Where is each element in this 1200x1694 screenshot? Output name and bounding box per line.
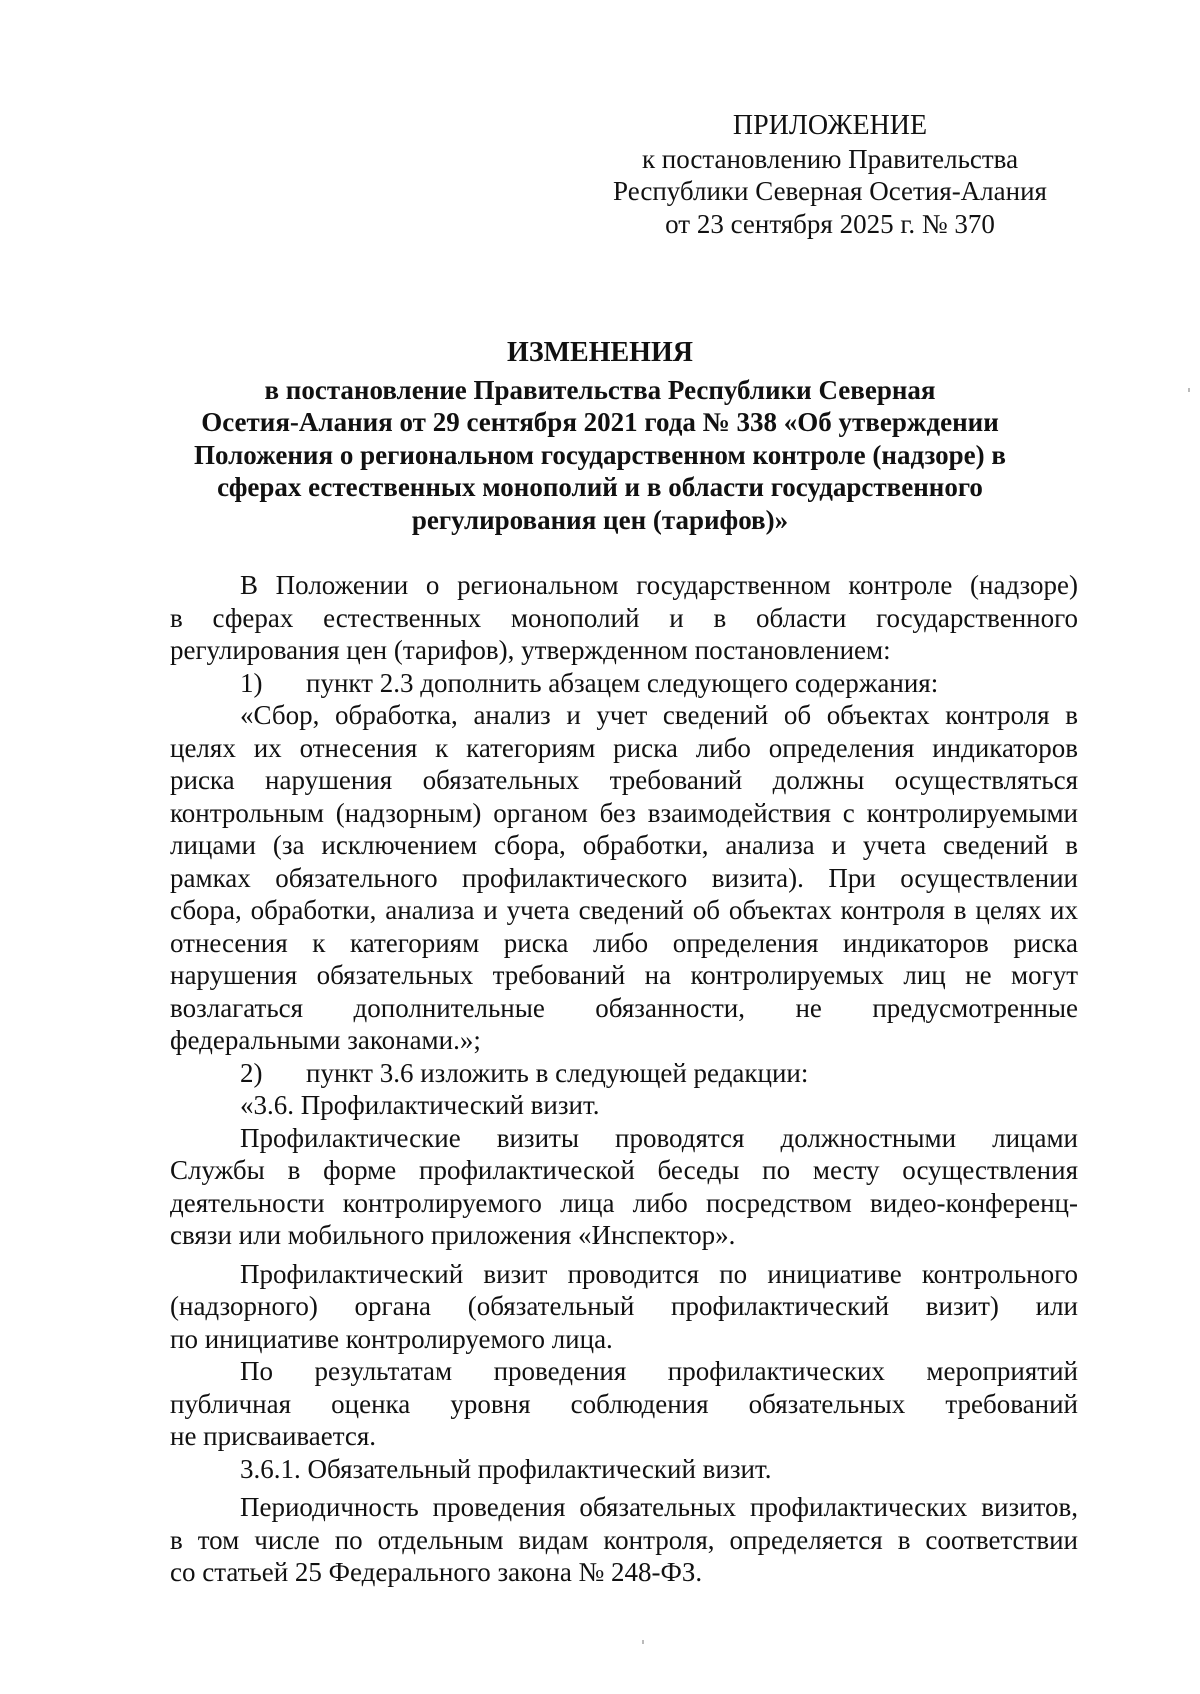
body-line: федеральными законами.»; xyxy=(170,1025,481,1055)
body-line: связи или мобильного приложения «Инспектор». xyxy=(170,1220,736,1250)
body-line: 3.6.1. Обязательный профилактический визит. xyxy=(240,1453,772,1484)
title-line: Положения о региональном государственном контроле (надзоре) в xyxy=(194,439,1006,470)
list-item-2 xyxy=(170,1057,1078,1090)
body-line: рамках обязательного профилактического визита). При осуществлении xyxy=(170,862,1078,893)
document-title xyxy=(160,337,1040,536)
list-item-text: пункт 2.3 дополнить абзацем следующего содержания: xyxy=(306,667,939,698)
body-line: нарушения обязательных требований на контролируемых лиц не могут xyxy=(170,960,1078,990)
appendix-line: к постановлению Правительства xyxy=(641,143,1019,174)
list-item-text: пункт 3.6 изложить в следующей редакции: xyxy=(306,1057,809,1088)
body-line: целях их отнесения к категориям риска либо определения индикаторов xyxy=(170,732,1078,763)
body-line: В Положении о региональном государственном контроле (надзоре) xyxy=(240,570,1078,600)
body-line: «Сбор, обработка, анализ и учет сведений об объектах контроля в xyxy=(240,700,1078,730)
body-line: публичная оценка уровня соблюдения обязательных требований xyxy=(170,1388,1078,1419)
body-line: риска нарушения обязательных требований должны осуществляться xyxy=(170,765,1078,795)
body-line: регулирования цен (тарифов), утвержденном постановлением: xyxy=(170,635,891,665)
body-line: (надзорного) органа (обязательный профилактический визит) или xyxy=(170,1291,1078,1321)
body-line: деятельности контролируемого лица либо посредством видео-конференц- xyxy=(170,1187,1078,1218)
body-line: Профилактический визит проводится по инициативе контрольного xyxy=(240,1258,1078,1289)
document-body xyxy=(170,569,1078,1589)
appendix-heading: ПРИЛОЖЕНИЕ xyxy=(732,110,928,141)
title-line: в постановление Правительства Республики Северная xyxy=(264,374,936,405)
title-line: сферах естественных монополий и в области государственного xyxy=(217,472,983,502)
title-main: ИЗМЕНЕНИЯ xyxy=(507,337,693,368)
body-line: лицами (за исключением сбора, обработки, анализа и учета сведений в xyxy=(170,830,1078,860)
body-line: не присваивается. xyxy=(170,1421,377,1451)
body-line: Службы в форме профилактической беседы по месту осуществления xyxy=(170,1155,1078,1185)
body-line: Периодичность проведения обязательных профилактических визитов, xyxy=(240,1492,1078,1522)
appendix-line: Республики Северная Осетия-Алания xyxy=(613,176,1047,206)
list-item-number: 1) xyxy=(240,667,263,698)
scan-speck xyxy=(1188,388,1190,392)
body-line: «3.6. Профилактический визит. xyxy=(240,1090,600,1120)
body-line: со статьей 25 Федерального закона № 248-ФЗ. xyxy=(170,1557,703,1587)
scan-speck xyxy=(642,1640,644,1644)
body-line: в том числе по отдельным видам контроля, определяется в соответствии xyxy=(170,1524,1078,1555)
list-item-number: 2) xyxy=(240,1057,263,1088)
body-line: Профилактические визиты проводятся должностными лицами xyxy=(240,1122,1078,1153)
appendix-block xyxy=(600,110,1060,240)
body-line: контрольным (надзорным) органом без взаимодействия с контролируемыми xyxy=(170,797,1078,828)
body-line: сбора, обработки, анализа и учета сведений об объектах контроля в целях их xyxy=(170,895,1078,925)
body-line: по инициативе контролируемого лица. xyxy=(170,1323,613,1354)
body-line: в сферах естественных монополий и в области государственного xyxy=(170,602,1078,633)
title-line: регулирования цен (тарифов)» xyxy=(411,504,789,535)
list-item-1 xyxy=(170,667,1078,700)
body-line: По результатам проведения профилактических мероприятий xyxy=(240,1356,1078,1386)
body-line: возлагаться дополнительные обязанности, не предусмотренные xyxy=(170,992,1078,1023)
body-line: отнесения к категориям риска либо определения индикаторов риска xyxy=(170,927,1078,958)
appendix-line: от 23 сентября 2025 г. № 370 xyxy=(665,208,995,239)
title-line: Осетия-Алания от 29 сентября 2021 года № 338 «Об утверждении xyxy=(201,407,999,437)
